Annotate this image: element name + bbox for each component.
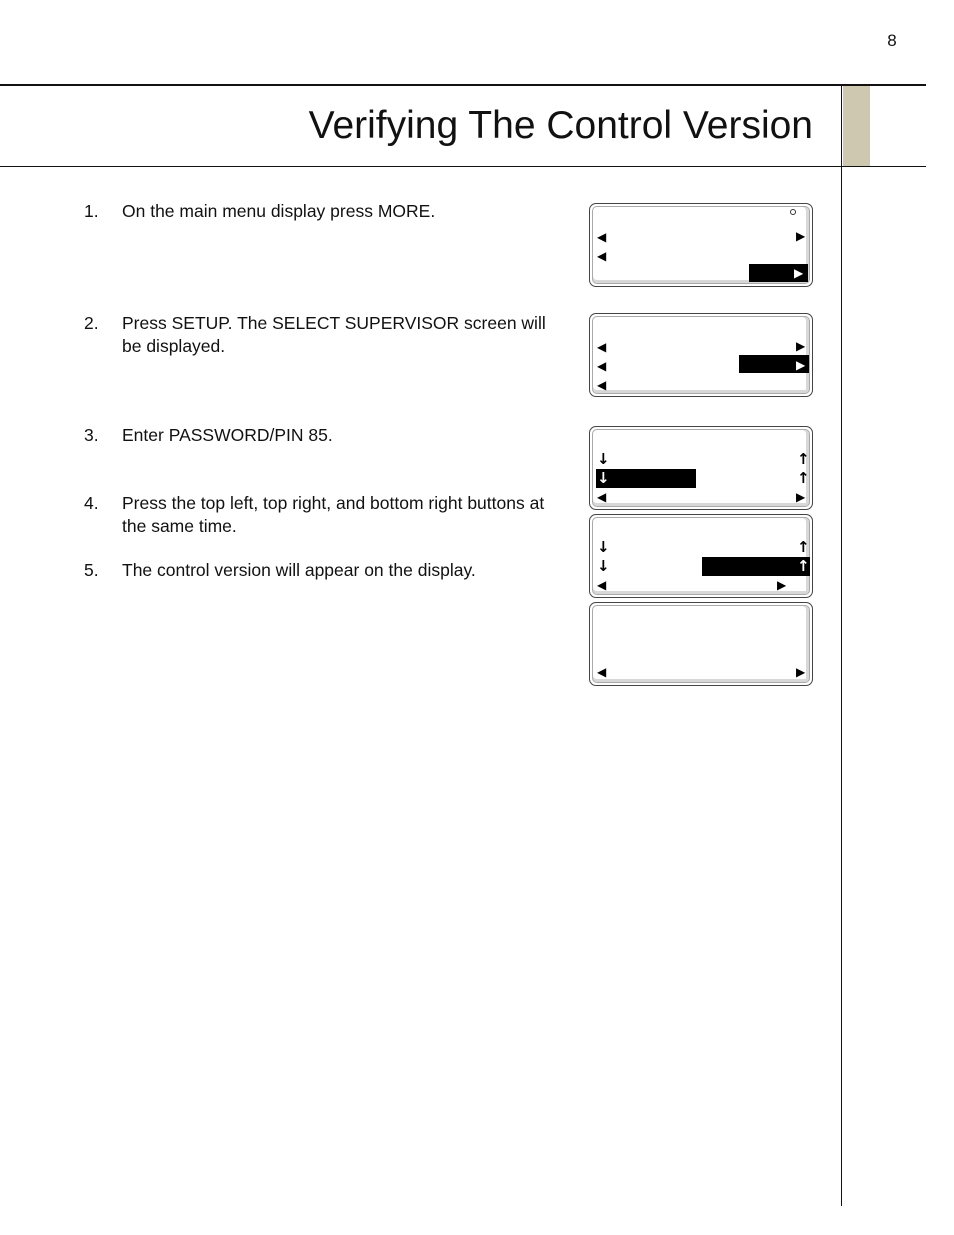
arrow-left-icon: ◀: [597, 359, 607, 373]
arrow-left-icon: ◀: [597, 490, 607, 504]
password-entry-display: [589, 514, 813, 598]
step-text: Enter PASSWORD/PIN 85.: [122, 425, 333, 445]
arrow-down-icon: ↓: [597, 557, 610, 575]
step-number: 3.: [84, 425, 99, 445]
arrow-up-icon: ↑: [797, 557, 810, 575]
arrow-right-icon: ▶: [794, 266, 804, 280]
control-version-display: [589, 602, 813, 686]
arrow-right-icon: ▶: [796, 490, 806, 504]
arrow-up-icon: ↑: [797, 450, 810, 468]
main-menu-display: [589, 203, 813, 287]
arrow-left-icon: ◀: [597, 665, 607, 679]
step-4: [84, 492, 564, 538]
degree-symbol: [790, 209, 796, 215]
arrow-right-icon: ▶: [796, 339, 806, 353]
step-number: 5.: [84, 560, 99, 580]
pin-key-highlight: [702, 557, 810, 576]
step-2: [84, 312, 564, 358]
arrow-down-icon: ↓: [597, 469, 610, 487]
arrow-left-icon: ◀: [597, 230, 607, 244]
page-number: 8: [887, 31, 897, 50]
arrow-left-icon: ◀: [597, 249, 607, 263]
arrow-right-icon: ▶: [777, 578, 787, 592]
arrow-down-icon: ↓: [597, 450, 610, 468]
page-title: Verifying The Control Version: [308, 104, 813, 147]
step-number: 4.: [84, 493, 99, 513]
arrow-left-icon: ◀: [597, 378, 607, 392]
arrow-down-icon: ↓: [597, 538, 610, 556]
arrow-left-icon: ◀: [597, 340, 607, 354]
step-text: Press SETUP. The SELECT SUPERVISOR screen will be displayed.: [122, 313, 546, 356]
step-text: The control version will appear on the display.: [122, 560, 476, 580]
step-1: [84, 200, 564, 223]
select-supervisor-display: [589, 426, 813, 510]
supervisor-key-highlight: [596, 469, 696, 488]
header-rule-bottom: [0, 166, 926, 167]
arrow-right-icon: ▶: [796, 229, 806, 243]
step-number: 2.: [84, 313, 99, 333]
header-rule-top: [0, 84, 926, 86]
arrow-right-icon: ▶: [796, 358, 806, 372]
step-number: 1.: [84, 201, 99, 221]
step-5: [84, 559, 564, 582]
arrow-right-icon: ▶: [796, 665, 806, 679]
page-margin-line: [841, 86, 842, 1206]
step-text: Press the top left, top right, and bottom right buttons at the same time.: [122, 493, 545, 536]
step-3: [84, 424, 564, 447]
arrow-up-icon: ↑: [797, 469, 810, 487]
step-text: On the main menu display press MORE.: [122, 201, 436, 221]
arrow-up-icon: ↑: [797, 538, 810, 556]
section-side-tab: [843, 86, 870, 166]
arrow-left-icon: ◀: [597, 578, 607, 592]
more-menu-display: [589, 313, 813, 397]
